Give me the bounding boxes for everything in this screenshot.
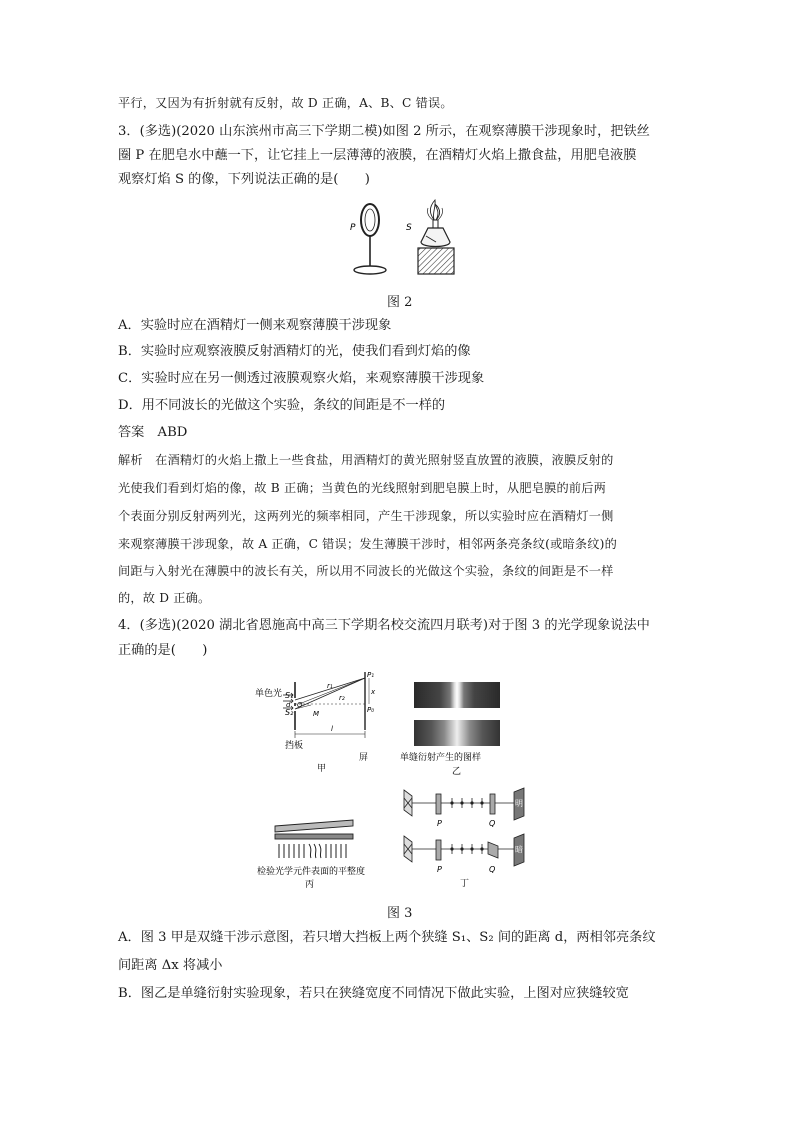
figure-2-caption: 图 2 (387, 295, 413, 310)
label-p0: P₀ (367, 706, 375, 714)
label-s2: S₂ (285, 708, 294, 717)
label-bing: 丙 (305, 880, 315, 890)
question-3-stem: 圈 P 在肥皂水中蘸一下，让它挂上一层薄薄的液膜，在酒精灯火焰上撒食盐，用肥皂液膜 (118, 148, 637, 163)
label-x: x (371, 688, 376, 696)
label-m: M (313, 710, 320, 718)
answer-line: 答案 ABD (118, 425, 188, 440)
option-c: C．实验时应在另一侧透过液膜观察火焰，来观察薄膜干涉现象 (118, 371, 485, 386)
label-ding-q-top: Q (489, 819, 496, 828)
fig2-label-s: S (406, 223, 412, 233)
diffraction-pattern-top (414, 682, 500, 708)
label-l: l (331, 725, 333, 733)
label-o: O (297, 701, 303, 709)
label-yi-desc: 单缝衍射产生的图样 (400, 753, 482, 763)
label-ding-q-bottom: Q (489, 865, 496, 874)
label-p1: P₁ (367, 671, 375, 679)
question-3-stem: 3．(多选)(2020 山东滨州市高三下学期二模)如图 2 所示，在观察薄膜干涉现象时，把铁丝 (118, 124, 650, 139)
explanation-line: 个表面分别反射两列光，这两列光的频率相同，产生干涉现象，所以实验时应在酒精灯一侧 (118, 509, 614, 523)
figure-3-ding-polarization (392, 786, 542, 890)
label-ding-p-top: P (437, 819, 442, 828)
option-b: B．实验时应观察液膜反射酒精灯的光，使我们看到灯焰的像 (118, 344, 471, 359)
label-screen: 屏 (359, 753, 369, 763)
label-r1: r₁ (327, 682, 333, 690)
option-a: 间距离 Δx 将减小 (118, 958, 223, 973)
figure-3-bing-flatness (255, 818, 365, 890)
label-d: d (286, 701, 291, 709)
label-yi: 乙 (452, 767, 462, 777)
option-a: A．图 3 甲是双缝干涉示意图，若只增大挡板上两个狭缝 S₁、S₂ 间的距离 d，两相邻亮条纹 (118, 930, 656, 945)
label-dark: 暗 (515, 845, 523, 854)
explanation-line: 间距与入射光在薄膜中的波长有关，所以用不同波长的光做这个实验，条纹的间距是不一样 (118, 564, 614, 578)
label-ding-p-bottom: P (437, 865, 442, 874)
explanation-line: 解析 在酒精灯的火焰上撒上一些食盐，用酒精灯的黄光照射竖直放置的液膜，液膜反射的 (118, 453, 614, 467)
figure-3-caption: 图 3 (387, 906, 413, 921)
option-d: D．用不同波长的光做这个实验，条纹的间距是不一样的 (118, 398, 446, 413)
label-jia: 甲 (317, 764, 327, 774)
explanation-line: 的，故 D 正确。 (118, 591, 211, 605)
question-3-stem: 观察灯焰 S 的像，下列说法正确的是( ) (118, 172, 370, 187)
label-r2: r₂ (339, 694, 345, 702)
label-mono-light: 单色光 (255, 689, 283, 699)
question-4-stem: 正确的是( ) (118, 643, 208, 658)
figure-2-diagram (340, 198, 460, 284)
explanation-line: 来观察薄膜干涉现象，故 A 正确，C 错误；发生薄膜干涉时，相邻两条亮条纹(或暗条纹)的 (118, 537, 617, 551)
option-a: A．实验时应在酒精灯一侧来观察薄膜干涉现象 (118, 318, 392, 333)
question-4-stem: 4．(多选)(2020 湖北省恩施高中高三下学期名校交流四月联考)对于图 3 的光学现象说法中 (118, 618, 650, 633)
figure-3-jia-double-slit (255, 668, 390, 776)
label-baffle: 挡板 (285, 741, 304, 751)
label-bing-desc: 检验光学元件表面的平整度 (257, 867, 365, 877)
option-b: B．图乙是单缝衍射实验现象，若只在狭缝宽度不同情况下做此实验，上图对应狭缝较宽 (118, 986, 629, 1001)
label-ding: 丁 (460, 879, 470, 889)
diffraction-pattern-bottom (414, 720, 500, 746)
fig2-label-p: P (350, 223, 356, 233)
figure-3-yi-diffraction (398, 678, 510, 778)
explanation-line: 光使我们看到灯焰的像，故 B 正确；当黄色的光线照射到肥皂膜上时，从肥皂膜的前后两 (118, 481, 607, 495)
label-bright: 明 (515, 799, 523, 808)
label-s1: S₁ (285, 691, 294, 700)
text-line: 平行，又因为有折射就有反射，故 D 正确，A、B、C 错误。 (118, 96, 453, 110)
